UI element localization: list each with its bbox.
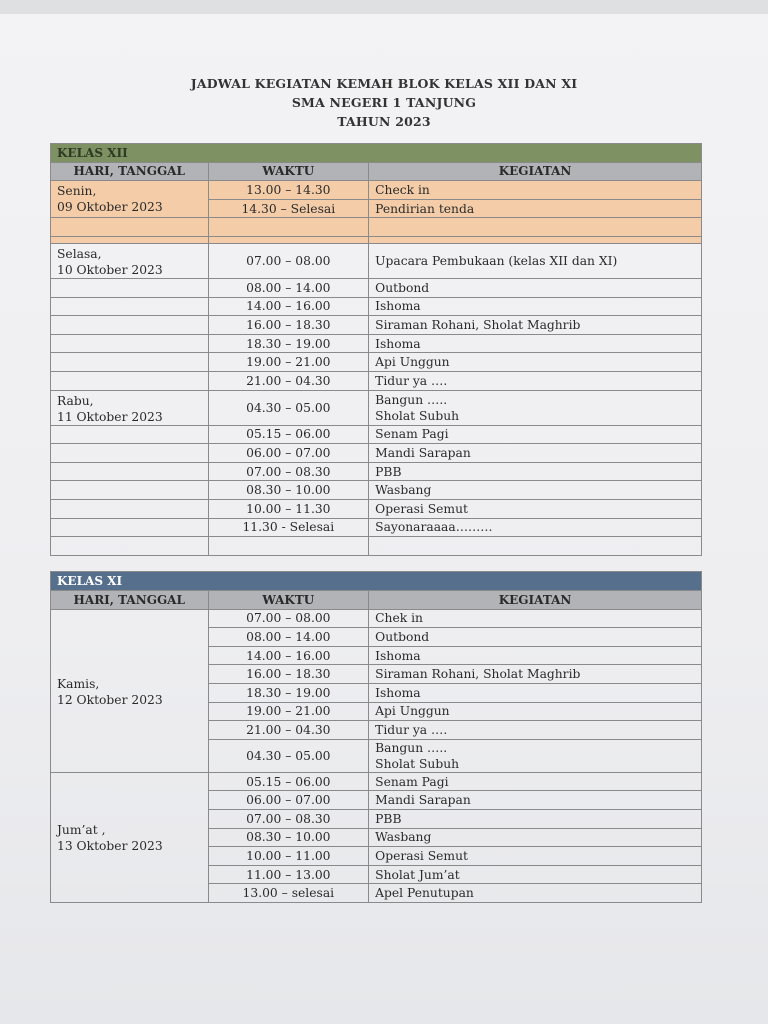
time-cell: 04.30 – 05.00 (208, 390, 369, 425)
table-row: 19.00 – 21.00 Api Unggun (51, 702, 702, 721)
table-row: 21.00 – 04.30 Tidur ya …. (51, 371, 702, 390)
table-row: 10.00 – 11.30 Operasi Semut (51, 499, 702, 518)
table-row: 08.00 – 14.00 Outbond (51, 278, 702, 297)
table-row: 11.00 – 13.00 Sholat Jum’at (51, 865, 702, 884)
table-row: 07.00 – 08.30 PBB (51, 809, 702, 828)
header-day: HARI, TANGGAL (51, 591, 209, 610)
table-row (51, 243, 702, 278)
table-row: 13.00 – selesai Apel Penutupan (51, 884, 702, 903)
table-row: 06.00 – 07.00 Mandi Sarapan (51, 791, 702, 810)
spacer-row (51, 236, 702, 243)
table-row: 21.00 – 04.30 Tidur ya …. (51, 721, 702, 740)
section-banner-kelas-xi (51, 572, 702, 591)
activity-cell: Upacara Pembukaan (kelas XII dan XI) (369, 243, 702, 278)
time-cell: 13.00 – 14.30 (208, 181, 369, 200)
activity-cell: Bangun ….. Sholat Subuh (369, 739, 702, 772)
table-row: 16.00 – 18.30 Siraman Rohani, Sholat Maghrib (51, 665, 702, 684)
table-row: Jum’at , 13 Oktober 2023 05.15 – 06.00 Senam Pagi (51, 772, 702, 791)
header-activity: KEGIATAN (369, 162, 702, 181)
table-row: 18.30 – 19.00 Ishoma (51, 334, 702, 353)
time-cell: 07.00 – 08.00 (208, 243, 369, 278)
document-title: JADWAL KEGIATAN KEMAH BLOK KELAS XII DAN XI (190, 76, 578, 91)
spacer-row (51, 218, 702, 237)
section-label: KELAS XII (51, 144, 702, 163)
day-cell-jumat: Jum’at , 13 Oktober 2023 (51, 772, 209, 902)
table-row: 08.30 – 10.00 Wasbang (51, 481, 702, 500)
table-row: 07.00 – 08.30 PBB (51, 462, 702, 481)
day-cell-kamis: Kamis, 12 Oktober 2023 (51, 609, 209, 772)
schedule-table-kelas-xii (50, 143, 702, 556)
table-row: 10.00 – 11.00 Operasi Semut (51, 847, 702, 866)
time-cell: 14.30 – Selesai (208, 199, 369, 218)
activity-cell: Check in (369, 181, 702, 200)
year-label: TAHUN 2023 (337, 114, 431, 129)
day-cell-rabu: Rabu, 11 Oktober 2023 (51, 390, 209, 425)
activity-cell: Bangun ….. Sholat Subuh (369, 390, 702, 425)
header-day: HARI, TANGGAL (51, 162, 209, 181)
table-row (51, 390, 702, 425)
section-label: KELAS XI (51, 572, 702, 591)
table-row: 08.00 – 14.00 Outbond (51, 628, 702, 647)
table-row: Kamis, 12 Oktober 2023 07.00 – 08.00 Chek in (51, 609, 702, 628)
table-row (51, 181, 702, 200)
header-time: WAKTU (208, 591, 369, 610)
table-row: 16.00 – 18.30 Siraman Rohani, Sholat Maghrib (51, 316, 702, 335)
table-header (51, 162, 702, 181)
header-activity: KEGIATAN (369, 591, 702, 610)
header-time: WAKTU (208, 162, 369, 181)
table-row: 14.00 – 16.00 Ishoma (51, 297, 702, 316)
schedule-table-kelas-xi (50, 571, 702, 903)
activity-cell: Pendirian tenda (369, 199, 702, 218)
day-cell-senin: Senin, 09 Oktober 2023 (51, 181, 209, 218)
table-row: 19.00 – 21.00 Api Unggun (51, 353, 702, 372)
table-header (51, 591, 702, 610)
table-row: 14.00 – 16.00 Ishoma (51, 646, 702, 665)
section-banner-kelas-xii (51, 144, 702, 163)
table-row: 11.30 - Selesai Sayonaraaaa……… (51, 518, 702, 537)
table-row: 18.30 – 19.00 Ishoma (51, 683, 702, 702)
table-row: 08.30 – 10.00 Wasbang (51, 828, 702, 847)
day-cell-selasa: Selasa, 10 Oktober 2023 (51, 243, 209, 278)
table-row: 06.00 – 07.00 Mandi Sarapan (51, 444, 702, 463)
spacer-row (51, 537, 702, 556)
school-name: SMA NEGERI 1 TANJUNG (291, 95, 477, 110)
table-row: 05.15 – 06.00 Senam Pagi (51, 425, 702, 444)
table-row: 04.30 – 05.00 Bangun ….. Sholat Subuh (51, 739, 702, 772)
